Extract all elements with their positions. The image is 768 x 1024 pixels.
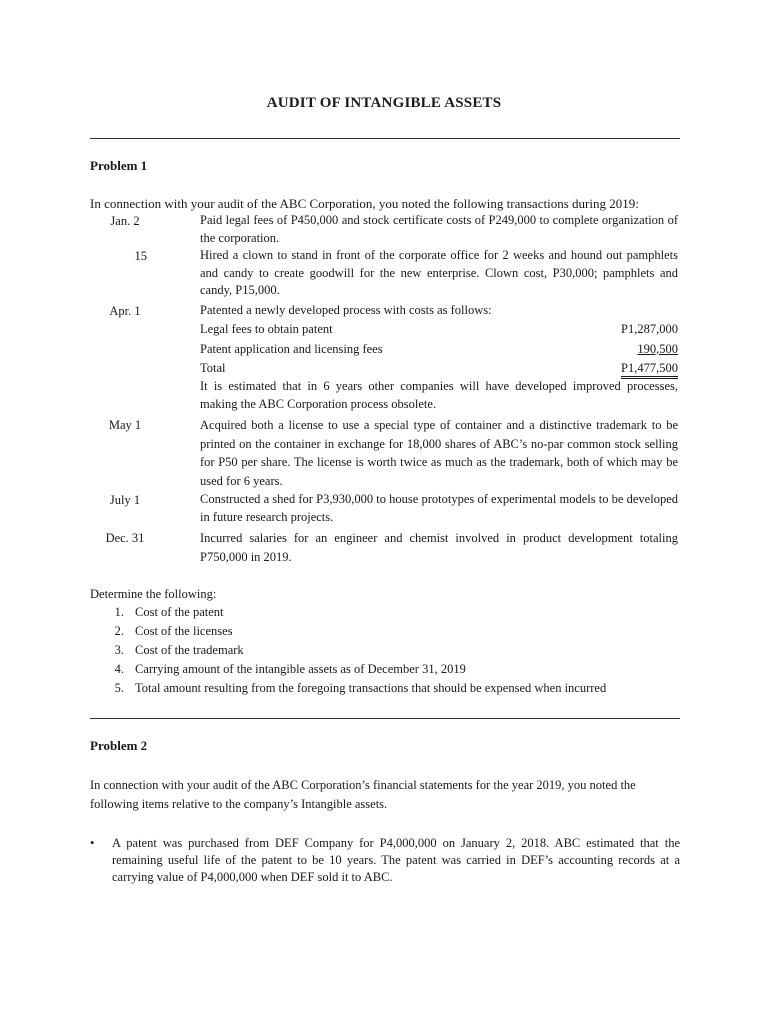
question-number: 5. bbox=[114, 681, 124, 695]
transaction-text: Hired a clown to stand in front of the corporate office for 2 weeks and hound out pamphlets and candy to create goodwill for the new enterprise. Clown cost, P30,000; pamphlets and candy, P15,000. bbox=[200, 248, 678, 297]
question-text: Cost of the trademark bbox=[135, 643, 244, 657]
question-text: Carrying amount of the intangible assets as of December 31, 2019 bbox=[135, 662, 466, 676]
determine-heading: Determine the following: bbox=[90, 587, 217, 601]
transaction-text: Acquired both a license to use a special type of container and a distinctive trademark to be printed on the container in exchange for 18,000 shares of ABC’s no-par common stock selling for P50 per share. The license is worth twice as much as the trademark, both of which may be used for 6 years. bbox=[200, 418, 678, 488]
question-number: 4. bbox=[114, 662, 124, 676]
patent-cost-row bbox=[200, 320, 678, 338]
patent-cost-label: Patent application and licensing fees bbox=[200, 342, 383, 356]
transaction-date: Jan. 2 bbox=[110, 214, 140, 228]
problem-1-heading: Problem 1 bbox=[90, 158, 148, 173]
transaction-text: Constructed a shed for P3,930,000 to house prototypes of experimental models to be developed in future research projects. bbox=[200, 492, 678, 524]
transaction-date: 15 bbox=[134, 249, 147, 263]
question-number: 3. bbox=[114, 643, 124, 657]
question-text: Cost of the patent bbox=[135, 605, 224, 619]
transaction-date: Apr. 1 bbox=[109, 304, 141, 318]
patent-cost-row bbox=[200, 340, 678, 358]
transaction-text: Paid legal fees of P450,000 and stock certificate costs of P249,000 to complete organization of the corporation. bbox=[200, 213, 678, 245]
problem-2-heading: Problem 2 bbox=[90, 738, 148, 753]
transaction-date: Dec. 31 bbox=[105, 531, 145, 545]
question-number: 1. bbox=[114, 605, 124, 619]
patent-cost-label: Total bbox=[200, 361, 226, 375]
bullet-icon: • bbox=[90, 836, 95, 850]
transaction-text: Patented a newly developed process with costs as follows: bbox=[200, 303, 492, 317]
problem-2-intro: In connection with your audit of the ABC Corporation’s financial statements for the year 2019, you noted the following items relative to the company’s Intangible assets. bbox=[90, 778, 636, 811]
patent-cost-total-row bbox=[200, 359, 678, 377]
patent-cost-value: P1,287,000 bbox=[621, 322, 678, 336]
patent-cost-value: 190,500 bbox=[637, 342, 678, 356]
transaction-text: Incurred salaries for an engineer and chemist involved in product development totaling P750,000 in 2019. bbox=[200, 531, 678, 564]
problem-1-intro: In connection with your audit of the ABC Corporation, you noted the following transactions during 2019: bbox=[90, 196, 639, 211]
patent-cost-total: P1,477,500 bbox=[621, 361, 678, 379]
document-title: AUDIT OF INTANGIBLE ASSETS bbox=[266, 95, 502, 111]
question-number: 2. bbox=[114, 624, 124, 638]
question-text: Cost of the licenses bbox=[135, 624, 233, 638]
divider bbox=[90, 138, 680, 139]
patent-cost-label: Legal fees to obtain patent bbox=[200, 322, 333, 336]
transaction-date: May 1 bbox=[108, 418, 142, 432]
divider bbox=[90, 718, 680, 719]
patent-note: It is estimated that in 6 years other companies will have developed improved processes, making the ABC Corporation process obsolete. bbox=[200, 379, 678, 411]
transaction-date: July 1 bbox=[109, 493, 141, 507]
question-text: Total amount resulting from the foregoing transactions that should be expensed when incurred bbox=[135, 681, 607, 695]
bullet-text: A patent was purchased from DEF Company for P4,000,000 on January 2, 2018. ABC estimated that the remaining useful life of the patent to be 10 years. The patent was carried in DEF’s accounting records at a carrying value of P4,000,000 when DEF sold it to ABC. bbox=[112, 836, 680, 884]
